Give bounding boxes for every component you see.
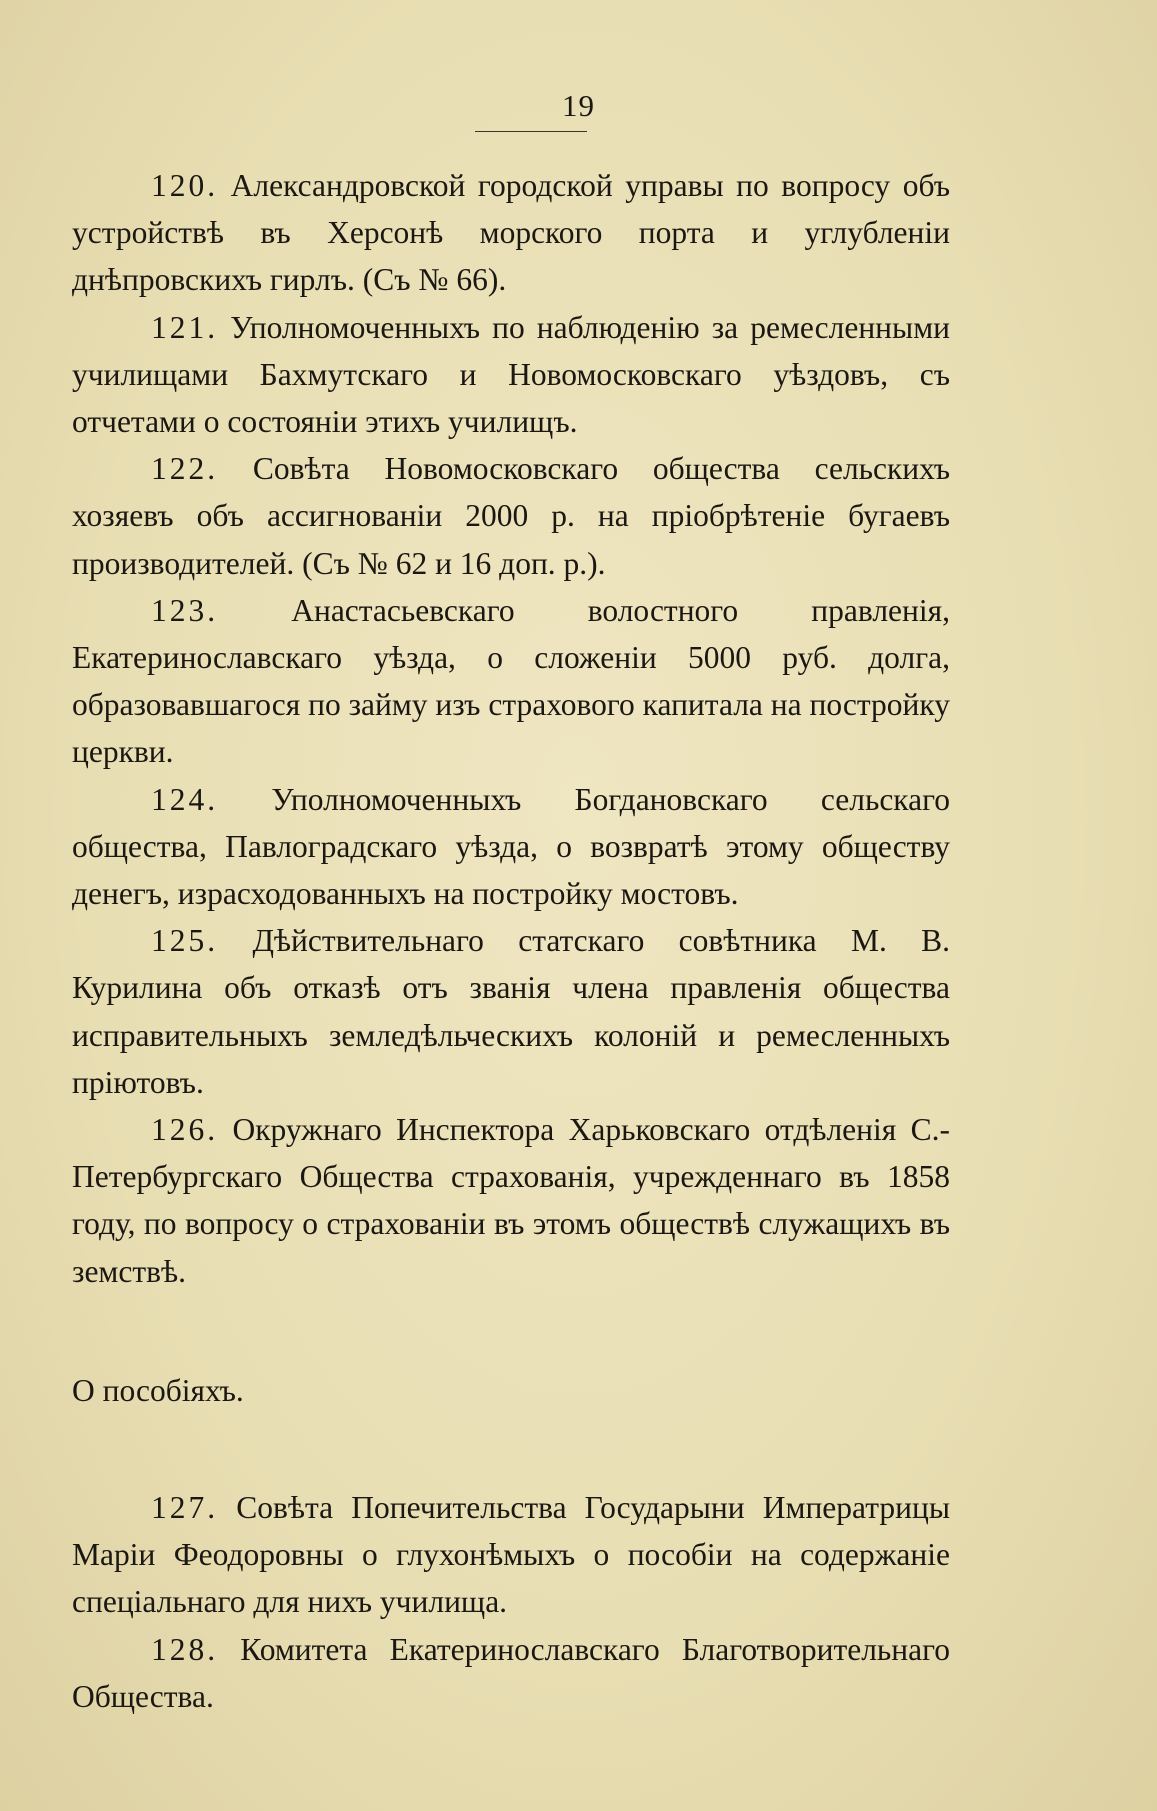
item-text: Совѣта Новомосковскаго общества сельскихъ хозяевъ объ ассигнованіи 2000 р. на пріобрѣтеніе бугаевъ производителей. (Съ № 62 и 16 доп. р.). bbox=[72, 451, 951, 581]
paragraph-127 bbox=[72, 1484, 950, 1626]
item-text: Анастасьевскаго волостного правленія, Екатеринославскаго уѣзда, о сложеніи 5000 руб. долга, образовавшагося по займу изъ страхового капитала на постройку церкви. bbox=[72, 592, 950, 770]
item-text: Дѣйствительнаго статскаго совѣтника М. В. Курилина объ отказѣ отъ званія члена правленія общества исправительныхъ земледѣльческихъ колоній и ремесленныхъ пріютовъ. bbox=[72, 923, 951, 1100]
item-number: 120. bbox=[151, 168, 219, 203]
paragraph-125 bbox=[72, 917, 950, 1106]
item-text: Комитета Екатеринославскаго Благотворительнаго Общества. bbox=[72, 1631, 951, 1714]
page-number-rule bbox=[475, 131, 587, 132]
item-text: Окружнаго Инспектора Харьковскаго отдѣленія С.-Петербургскаго Общества страхованія, учрежденнаго въ 1858 году, по вопросу о страхованіи въ этомъ обществѣ служащихъ въ земствѣ. bbox=[72, 1112, 950, 1289]
item-text: Уполномоченныхъ по наблюденію за ремесленными училищами Бахмутскаго и Новомосковскаго уѣздовъ, съ отчетами о состояніи этихъ училищъ. bbox=[72, 309, 950, 440]
paragraph-124 bbox=[72, 776, 950, 918]
page-number: 19 bbox=[562, 88, 595, 123]
paragraph-120 bbox=[72, 162, 950, 304]
document-body bbox=[72, 162, 950, 1720]
item-number: 121. bbox=[151, 309, 219, 345]
item-number: 122. bbox=[151, 451, 219, 487]
paragraph-126 bbox=[72, 1106, 950, 1295]
item-text: Александровской городской управы по вопросу объ устройствѣ въ Херсонѣ морского порта и углубленіи днѣпровскихъ гирлъ. (Съ № 66). bbox=[72, 168, 951, 298]
item-number: 125. bbox=[151, 923, 219, 959]
paragraph-122 bbox=[72, 445, 950, 587]
paragraph-121 bbox=[72, 304, 950, 446]
item-number: 123. bbox=[151, 592, 219, 628]
item-number: 127. bbox=[151, 1490, 219, 1526]
item-number: 126. bbox=[151, 1112, 219, 1148]
item-text: Совѣта Попечительства Государыни Императрицы Маріи Феодоровны о глухонѣмыхъ о пособіи на содержаніе спеціальнаго для нихъ училища. bbox=[72, 1490, 950, 1620]
item-text: Уполномоченныхъ Богдановскаго сельскаго общества, Павлоградскаго уѣзда, о возвратѣ этому обществу денегъ, израсходованныхъ на постройку мостовъ. bbox=[72, 781, 951, 912]
paragraph-128 bbox=[72, 1626, 950, 1720]
paragraph-123 bbox=[72, 587, 950, 776]
item-number: 124. bbox=[151, 781, 219, 817]
section-heading: О пособіяхъ. bbox=[72, 1372, 244, 1408]
item-number: 128. bbox=[151, 1631, 219, 1667]
